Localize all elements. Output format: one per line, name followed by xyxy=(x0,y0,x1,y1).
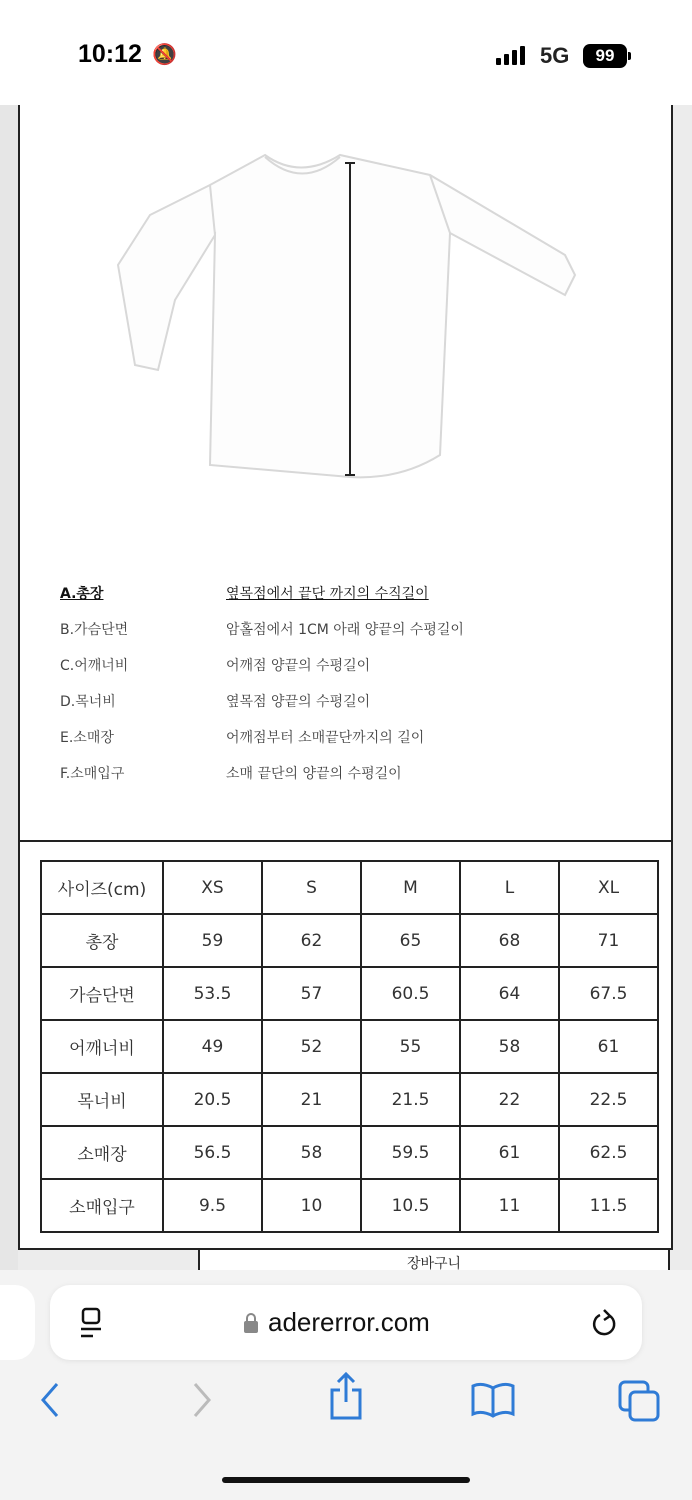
reader-menu-icon[interactable] xyxy=(78,1307,104,1339)
row-label: 가슴단면 xyxy=(41,967,163,1020)
table-cell: 52 xyxy=(262,1020,361,1073)
legend-row xyxy=(60,763,464,799)
table-cell: 67.5 xyxy=(559,967,658,1020)
table-cell: 64 xyxy=(460,967,559,1020)
table-cell: 20.5 xyxy=(163,1073,262,1126)
table-row xyxy=(41,1073,658,1126)
table-row xyxy=(41,1179,658,1232)
table-cell: M xyxy=(361,861,460,914)
legend-row xyxy=(60,691,464,727)
legend-key: F.소매입구 xyxy=(60,766,125,782)
legend-value: 소매 끝단의 양끝의 수평길이 xyxy=(226,766,402,782)
legend-value: 옆목점 양끝의 수평길이 xyxy=(226,694,371,710)
table-cell: 58 xyxy=(262,1126,361,1179)
silent-mode-icon: 🔕 xyxy=(152,42,177,66)
table-header-row xyxy=(41,861,658,914)
legend-value: 어깨점 양끝의 수평길이 xyxy=(226,658,371,674)
table-cell: 55 xyxy=(361,1020,460,1073)
row-label: 총장 xyxy=(41,914,163,967)
table-cell: 9.5 xyxy=(163,1179,262,1232)
size-table xyxy=(40,860,659,1233)
row-label: 소매장 xyxy=(41,1126,163,1179)
signal-icon xyxy=(496,46,525,65)
row-label: 사이즈(cm) xyxy=(41,861,163,914)
url-text[interactable]: adererror.com xyxy=(268,1307,430,1337)
table-cell: XL xyxy=(559,861,658,914)
clock: 10:12 xyxy=(78,40,142,68)
row-label: 소매입구 xyxy=(41,1179,163,1232)
table-cell: XS xyxy=(163,861,262,914)
status-bar xyxy=(0,0,692,105)
back-icon[interactable] xyxy=(38,1380,62,1420)
table-row xyxy=(41,1126,658,1179)
reload-icon[interactable] xyxy=(590,1307,618,1339)
add-to-cart-button[interactable]: 장바구니 xyxy=(198,1250,670,1270)
table-cell: 56.5 xyxy=(163,1126,262,1179)
table-cell: 62.5 xyxy=(559,1126,658,1179)
table-row xyxy=(41,967,658,1020)
table-cell: 61 xyxy=(559,1020,658,1073)
legend-row xyxy=(60,619,464,655)
table-cell: 53.5 xyxy=(163,967,262,1020)
legend-key: E.소매장 xyxy=(60,730,114,746)
lock-icon xyxy=(243,1312,259,1334)
table-row xyxy=(41,1020,658,1073)
network-type: 5G xyxy=(540,43,570,68)
battery-icon: 99 xyxy=(583,44,627,68)
share-icon[interactable] xyxy=(328,1370,364,1422)
previous-tab-edge[interactable] xyxy=(0,1285,35,1360)
table-cell: 71 xyxy=(559,914,658,967)
row-label: 어깨너비 xyxy=(41,1020,163,1073)
table-cell: 21 xyxy=(262,1073,361,1126)
table-cell: 57 xyxy=(262,967,361,1020)
table-cell: 11 xyxy=(460,1179,559,1232)
table-cell: L xyxy=(460,861,559,914)
table-cell: 58 xyxy=(460,1020,559,1073)
table-cell: 65 xyxy=(361,914,460,967)
page-edge xyxy=(0,105,18,1270)
table-cell: 11.5 xyxy=(559,1179,658,1232)
table-cell: 61 xyxy=(460,1126,559,1179)
shirt-illustration xyxy=(20,105,675,505)
legend-value: 옆목점에서 끝단 까지의 수직길이 xyxy=(226,586,429,602)
legend-key: A.총장 xyxy=(60,586,104,602)
legend-row xyxy=(60,583,464,619)
table-cell: 10.5 xyxy=(361,1179,460,1232)
bookmarks-icon[interactable] xyxy=(470,1380,516,1420)
legend-row xyxy=(60,655,464,691)
measurement-legend xyxy=(60,583,464,799)
divider xyxy=(20,840,671,842)
table-cell: 60.5 xyxy=(361,967,460,1020)
table-cell: S xyxy=(262,861,361,914)
table-cell: 10 xyxy=(262,1179,361,1232)
table-cell: 49 xyxy=(163,1020,262,1073)
web-content xyxy=(0,105,692,1270)
row-label: 목너비 xyxy=(41,1073,163,1126)
table-cell: 59.5 xyxy=(361,1126,460,1179)
legend-key: C.어깨너비 xyxy=(60,658,129,674)
table-cell: 62 xyxy=(262,914,361,967)
safari-toolbar xyxy=(0,1270,692,1500)
forward-icon[interactable] xyxy=(190,1380,214,1420)
size-guide-panel xyxy=(18,105,673,1250)
address-bar[interactable] xyxy=(50,1285,642,1360)
legend-key: D.목너비 xyxy=(60,694,116,710)
legend-value: 어깨점부터 소매끝단까지의 길이 xyxy=(226,730,425,746)
table-row xyxy=(41,914,658,967)
legend-value: 암홀점에서 1CM 아래 양끝의 수평길이 xyxy=(226,622,464,638)
table-cell: 22.5 xyxy=(559,1073,658,1126)
table-cell: 21.5 xyxy=(361,1073,460,1126)
tabs-icon[interactable] xyxy=(618,1380,660,1422)
table-cell: 68 xyxy=(460,914,559,967)
legend-row xyxy=(60,727,464,763)
table-cell: 22 xyxy=(460,1073,559,1126)
legend-key: B.가슴단면 xyxy=(60,622,129,638)
table-cell: 59 xyxy=(163,914,262,967)
home-indicator xyxy=(222,1477,470,1483)
